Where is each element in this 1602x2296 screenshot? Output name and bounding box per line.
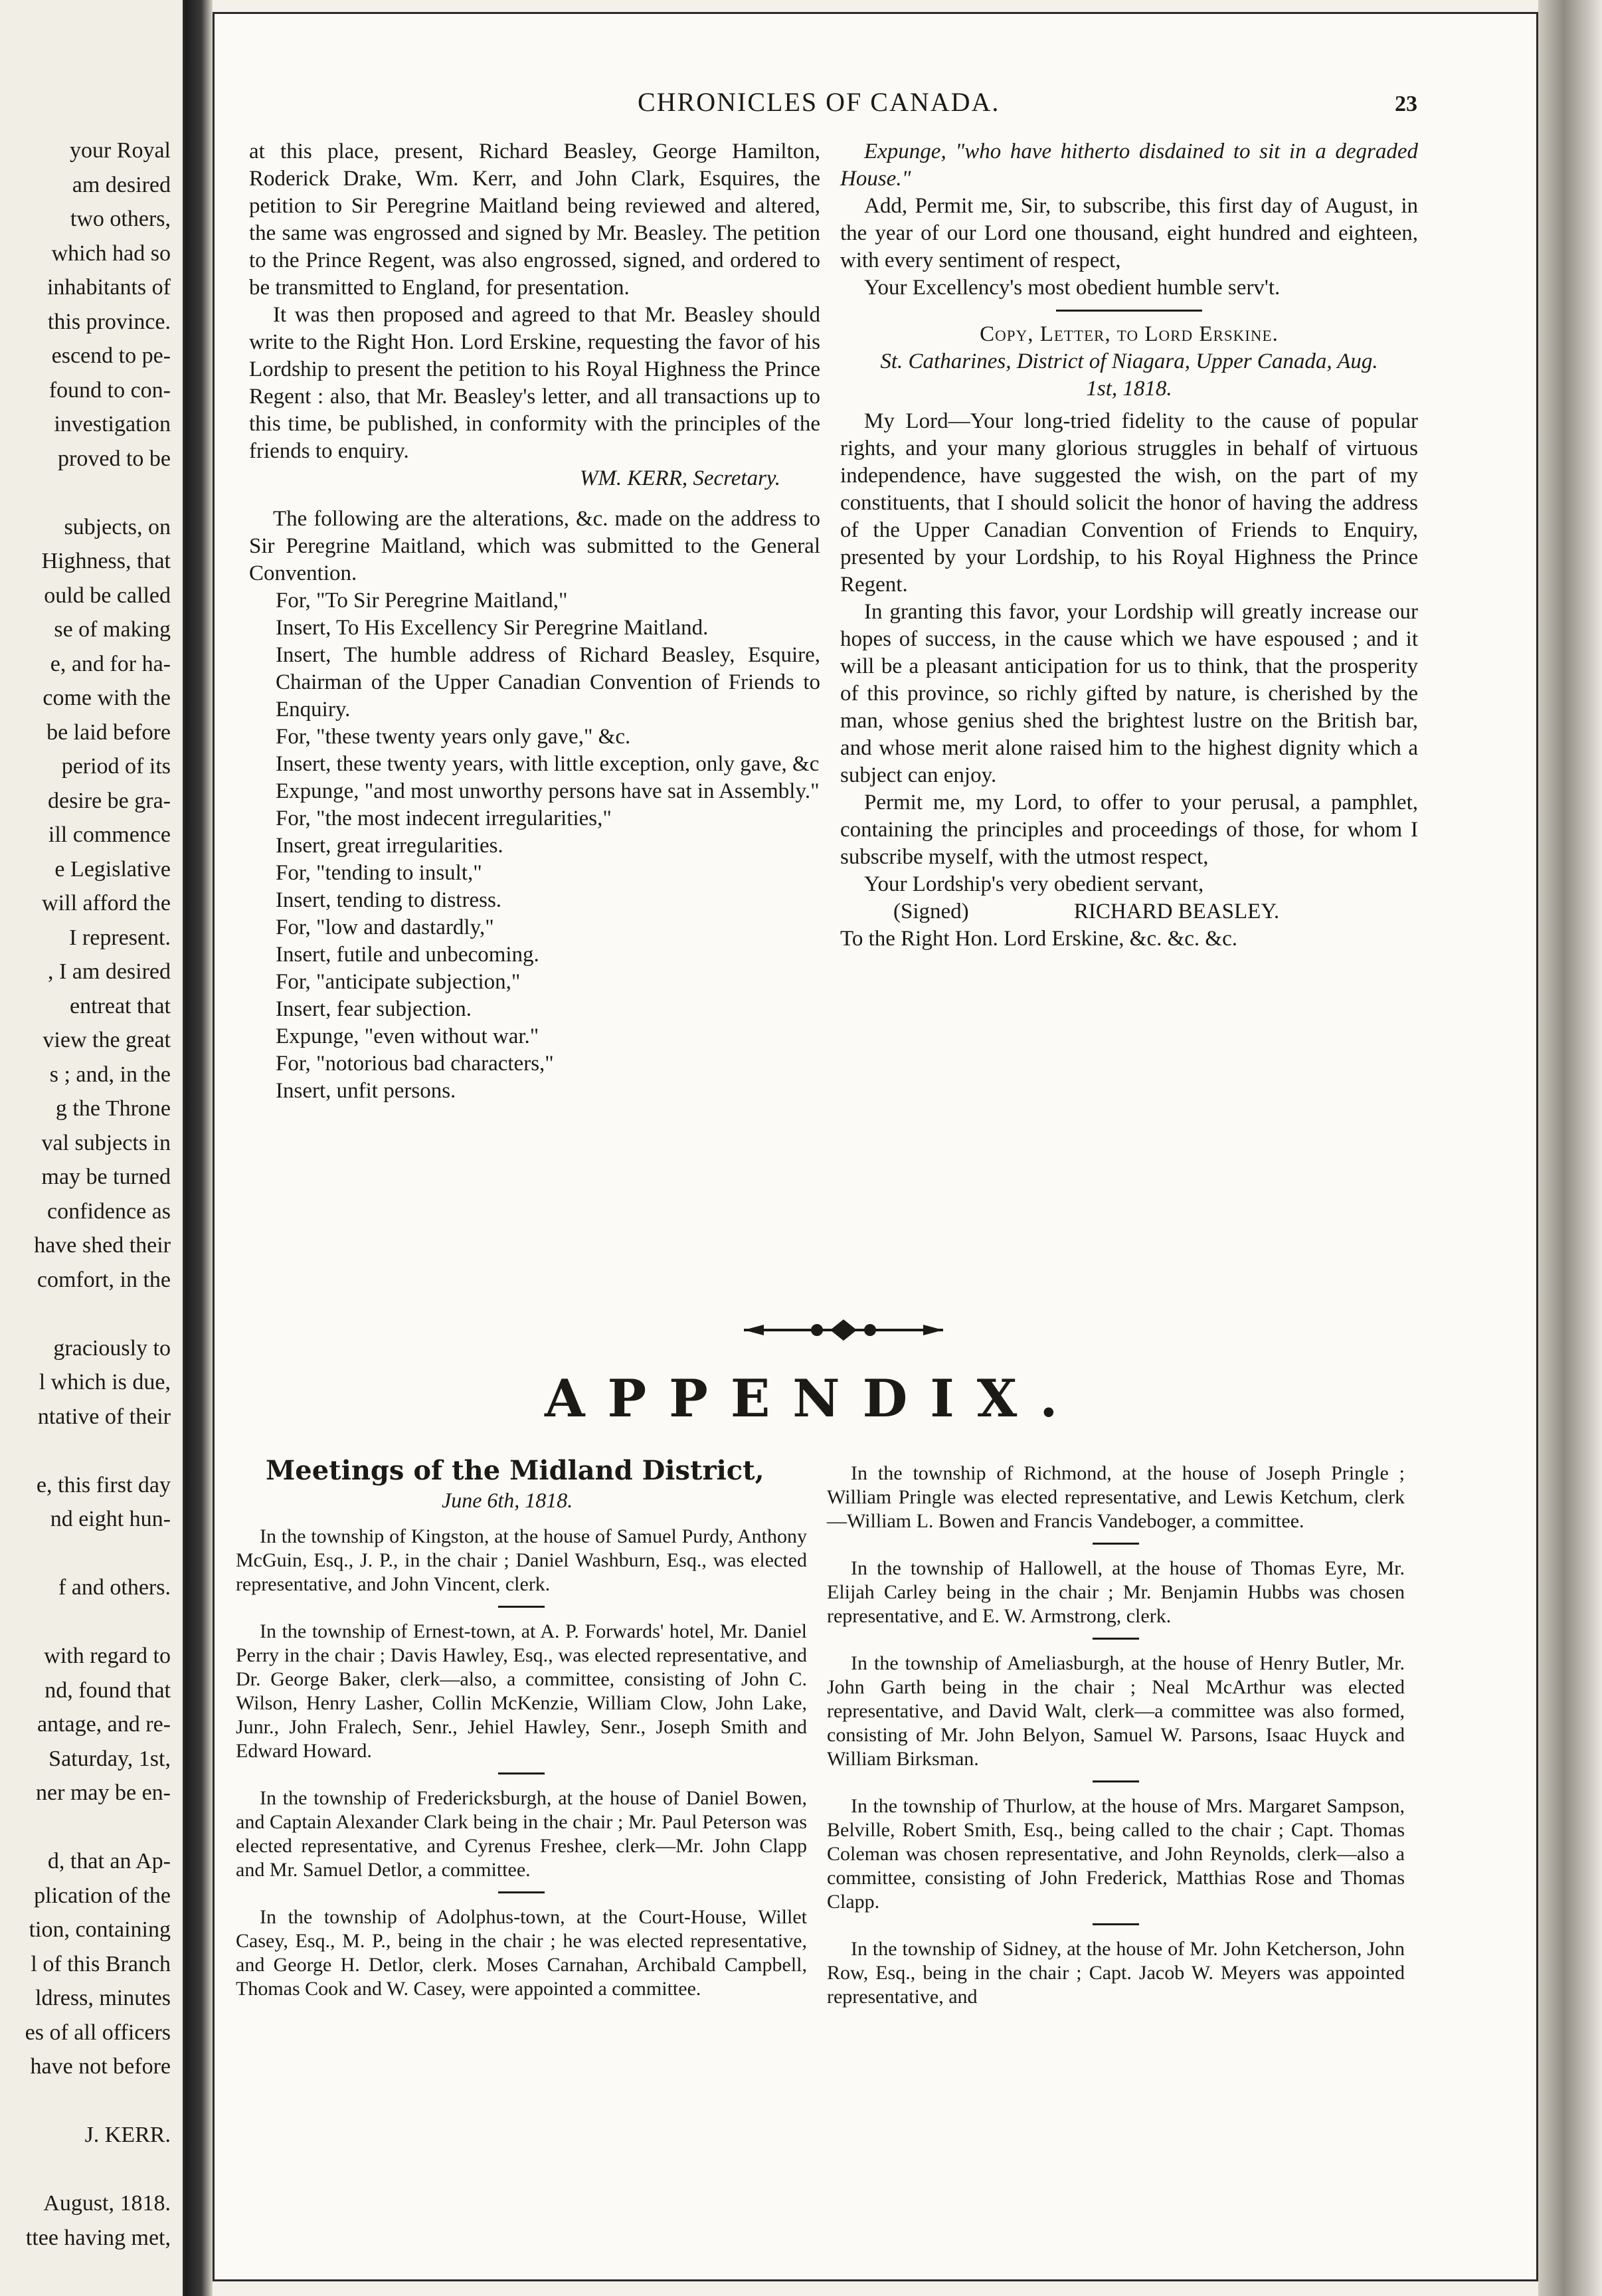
strip-text-line: d, that an Ap- <box>47 1849 171 1873</box>
strip-text-line: entreat that <box>70 993 171 1018</box>
signature-line <box>840 898 1418 925</box>
page-edge <box>1538 0 1602 2296</box>
meeting-entry: In the township of Kingston, at the house of Samuel Purdy, Anthony McGuin, Esq., J. P., in the chair ; Daniel Washburn, Esq., was elected representative, and John Vincent, clerk. <box>236 1525 807 1595</box>
strip-text-line: nd, found that <box>44 1677 171 1703</box>
strip-text-line: antage, and re- <box>37 1712 171 1737</box>
appendix-column-right <box>827 1462 1405 2009</box>
strip-text-line: s ; and, in the <box>49 1062 171 1087</box>
alteration-item: For, "To Sir Peregrine Maitland," <box>276 589 568 613</box>
strip-text-line: have not before <box>30 2054 171 2079</box>
entry-separator <box>1093 1543 1139 1545</box>
alteration-item: Insert, tending to distress. <box>276 888 502 912</box>
meeting-entry: In the township of Ernest-town, at A. P. Forwards' hotel, Mr. Daniel Perry in the chair ; Davis Hawley, Esq., was elected representative, and Dr. George Baker, clerk—also, a committee, consisting of John C. Wilson, Henry Lasher, Collin McKenzie, William Clow, John Lake, Junr., John Fralech, Senr., Jehiel Hawley, Senr., Joseph Smith and Edward Howard. <box>236 1620 807 1762</box>
divider <box>1056 310 1202 312</box>
alteration-item: Insert, The humble address of Richard Beasley, Esquire, Chairman of the Upper Canadian Convention of Friends to Enquiry. <box>276 643 820 721</box>
strip-text-line: confidence as <box>47 1198 171 1224</box>
entry-separator <box>498 1606 545 1608</box>
strip-text-line: ttee having met, <box>25 2225 171 2250</box>
closing: Your Lordship's very obedient servant, <box>864 872 1204 896</box>
alteration-item: Insert, unfit persons. <box>276 1079 456 1103</box>
strip-text-line: escend to pe- <box>51 343 171 368</box>
strip-text-line: may be turned <box>41 1165 171 1189</box>
alteration-item: Expunge, "even without war." <box>276 1024 539 1048</box>
strip-text-line: Highness, that <box>41 549 171 573</box>
entry-separator <box>498 1891 545 1893</box>
strip-text-line: l which is due, <box>39 1370 171 1394</box>
meeting-entry: In the township of Hallowell, at the house of Thomas Eyre, Mr. Elijah Carley being in the chair ; Mr. Benjamin Hubbs was chosen representative, and E. W. Armstrong, clerk. <box>827 1557 1405 1627</box>
strip-text-line: comfort, in the <box>37 1267 171 1292</box>
strip-text-line: this province. <box>47 309 171 334</box>
entry-separator <box>498 1772 545 1774</box>
appendix-column-left <box>236 1525 807 2001</box>
paragraph: It was then proposed and agreed to that Mr. Beasley should write to the Right Hon. Lord Erskine, requesting the favor of his Lordship to present the petition to his Royal Highness the Prince Regent : also, that Mr. Beasley's letter, and all transactions up to this time, be published, in conformity with the principles of the friends to enquiry. <box>249 303 820 463</box>
strip-text-line: ould be called <box>44 583 171 608</box>
entry-separator <box>1093 1638 1139 1640</box>
strip-text-line: am desired <box>72 172 171 197</box>
paragraph: Expunge, "who have hitherto disdained to sit in a degraded House." <box>840 140 1418 191</box>
column-left-upper <box>249 138 820 1105</box>
paragraph: My Lord—Your long-tried fidelity to the cause of popular rights, and your many glorious struggles in behalf of virtuous independence, have suggested the wish, on the part of my constituents, that I should solicit the honor of having the address of the Upper Canadian Convention of Friends to Enquiry, presented by your Lordship, to his Royal Highness the Prince Regent. <box>840 409 1418 597</box>
alterations-list <box>249 587 820 1105</box>
strip-text-line: , I am desired <box>47 959 171 984</box>
alteration-item: Expunge, "and most unworthy persons have sat in Assembly." <box>276 779 820 803</box>
strip-text-line: August, 1818. <box>43 2191 171 2216</box>
alteration-item: For, "the most indecent irregularities," <box>276 807 612 830</box>
paragraph: at this place, present, Richard Beasley, George Hamilton, Roderick Drake, Wm. Kerr, and John Clark, Esquires, the petition to Sir Peregrine Maitland being reviewed and altered, the same was engrossed and signed by Mr. Beasley. The petition to the Prince Regent, was also engrossed, signed, and ordered to be transmitted to England, for presentation. <box>249 140 820 300</box>
meeting-entry: In the township of Thurlow, at the house of Mrs. Margaret Sampson, Belville, Robert Smith, Esq., being called to the chair ; Capt. Thomas Coleman was chosen representative, and John Reynolds, clerk—also a committee, consisting of John Frederick, Matthias Rose and Thomas Clapp. <box>827 1795 1405 1913</box>
page-number: 23 <box>1395 92 1417 116</box>
strip-text-line: g the Throne <box>55 1096 171 1121</box>
strip-text-line: l of this Branch <box>31 1951 171 1976</box>
strip-text-line: plication of the <box>34 1883 171 1908</box>
strip-text-line: investigation <box>54 412 171 436</box>
strip-text-line: come with the <box>43 686 171 710</box>
strip-text-line: ill commence <box>48 822 171 847</box>
strip-text-line: e Legislative <box>54 856 171 882</box>
column-right-upper <box>840 138 1418 953</box>
strip-text-line: subjects, on <box>64 514 171 539</box>
signature: WM. KERR, Secretary. <box>579 466 780 490</box>
strip-text-line: Saturday, 1st, <box>48 1746 171 1771</box>
alteration-item: For, "notorious bad characters," <box>276 1052 554 1076</box>
strip-text-line: period of its <box>61 754 171 779</box>
paragraph: The following are the alterations, &c. made on the address to Sir Peregrine Maitland, which was submitted to the General Convention. <box>249 507 820 585</box>
strip-text-line: view the great <box>43 1028 171 1052</box>
alteration-item: Insert, fear subjection. <box>276 997 472 1021</box>
alteration-item: For, "anticipate subjection," <box>276 970 521 994</box>
paragraph: Add, Permit me, Sir, to subscribe, this first day of August, in the year of our Lord one thousand, eight hundred and eighteen, with every sentiment of respect, <box>840 194 1418 272</box>
strip-text-line: which had so <box>51 240 171 266</box>
alteration-item: Insert, futile and unbecoming. <box>276 943 539 967</box>
strip-text-line: your Royal <box>69 138 171 163</box>
strip-text-line: with regard to <box>44 1644 171 1668</box>
strip-text-line: ner may be en- <box>36 1780 171 1805</box>
strip-text-line: val subjects in <box>41 1130 171 1155</box>
alteration-item: Insert, To His Excellency Sir Peregrine Maitland. <box>276 616 709 640</box>
letter-place: St. Catharines, District of Niagara, Upper Canada, Aug. 1st, 1818. <box>880 349 1378 401</box>
strip-text-line: desire be gra- <box>47 788 171 813</box>
section-heading: Meetings of the Midland District, <box>266 1455 764 1486</box>
letter-title: Copy, Letter, to Lord Erskine. <box>980 322 1279 346</box>
alteration-item: For, "these twenty years only gave," &c. <box>276 725 631 749</box>
strip-text-line: se of making <box>54 617 171 642</box>
strip-text-line: proved to be <box>58 446 171 471</box>
entry-separator <box>1093 1780 1139 1782</box>
paragraph: Permit me, my Lord, to offer to your perusal, a pamphlet, containing the principles and proceedings of those, for whom I subscribe myself, with the utmost respect, <box>840 791 1418 869</box>
closing: Your Excellency's most obedient humble serv't. <box>864 276 1281 300</box>
signer-name: RICHARD BEASLEY. <box>1073 900 1280 923</box>
addressee: To the Right Hon. Lord Erskine, &c. &c. &c. <box>840 927 1237 951</box>
strip-text-line: inhabitants of <box>46 275 171 300</box>
strip-text-line: graciously to <box>53 1335 171 1361</box>
adjacent-page-strip <box>0 0 185 2296</box>
alteration-item: Insert, these twenty years, with little exception, only gave, &c <box>276 752 820 776</box>
strip-text-line: es of all officers <box>25 2020 171 2045</box>
strip-text-line: e, this first day <box>36 1472 171 1497</box>
signed-label: (Signed) <box>893 900 969 923</box>
strip-text-line: J. KERR. <box>84 2123 171 2147</box>
alteration-item: Insert, great irregularities. <box>276 834 503 858</box>
section-date: June 6th, 1818. <box>442 1488 573 1512</box>
strip-text-line: e, and for ha- <box>50 651 171 676</box>
meeting-entry: In the township of Sidney, at the house of Mr. John Ketcherson, John Row, Esq., being in the chair ; Capt. Jacob W. Meyers was appointed representative, and <box>827 1938 1405 2008</box>
entry-separator <box>1093 1923 1139 1925</box>
strip-text-line: have shed their <box>34 1233 171 1258</box>
strip-text-line: found to con- <box>48 377 171 403</box>
meeting-entry: In the township of Fredericksburgh, at the house of Daniel Bowen, and Captain Alexander Clark being in the chair ; Mr. Paul Peterson was elected representative, and Cyrenus Freshee, clerk—Mr. John Clapp and Mr. Samuel Detlor, a committee. <box>236 1787 807 1881</box>
ornament <box>744 1318 943 1342</box>
meeting-entry: In the township of Ameliasburgh, at the house of Henry Butler, Mr. John Garth being in the chair ; Neal McArthur was elected representative, and David Walt, clerk—a committee was also formed, consisting of Mr. John Belyon, Samuel W. Parsons, Isaac Huyck and William Birksman. <box>827 1652 1405 1770</box>
book-gutter <box>185 0 213 2296</box>
paragraph: In granting this favor, your Lordship will greatly increase our hopes of success, in the cause which we have espoused ; and it will be a pleasant anticipation for us to think, that the prosperity of this province, so richly gifted by nature, is cherished by the man, whose genius shed the brightest lustre on the British bar, and whose merit alone raised him to the highest dignity which a subject can enjoy. <box>840 600 1418 787</box>
running-header: CHRONICLES OF CANADA. <box>638 87 1000 117</box>
alteration-item: For, "tending to insult," <box>276 861 482 885</box>
appendix-heading: APPENDIX. <box>545 1369 1081 1429</box>
strip-text-line: tion, containing <box>29 1917 171 1942</box>
meeting-entry: In the township of Richmond, at the house of Joseph Pringle ; William Pringle was elected representative, and Lewis Ketchum, clerk—William L. Bowen and Francis Vandeboger, a committee. <box>827 1462 1405 1532</box>
meeting-entry: In the township of Adolphus-town, at the Court-House, Willet Casey, Esq., M. P., being in the chair ; he was elected representative, and George H. Detlor, clerk. Moses Carnahan, Archibald Campbell, Thomas Cook and W. Casey, were appointed a committee. <box>236 1906 807 2000</box>
strip-text-line: f and others. <box>58 1575 171 1600</box>
alteration-item: For, "low and dastardly," <box>276 915 494 939</box>
strip-text-line: I represent. <box>69 925 171 950</box>
strip-text-line: will afford the <box>42 891 171 915</box>
strip-text-line: be laid before <box>46 719 171 745</box>
strip-text-line: ntative of their <box>37 1404 171 1429</box>
strip-text-line: nd eight hun- <box>50 1507 171 1531</box>
strip-text-line: ldress, minutes <box>35 1986 171 2010</box>
strip-text-line: two others, <box>70 207 171 231</box>
